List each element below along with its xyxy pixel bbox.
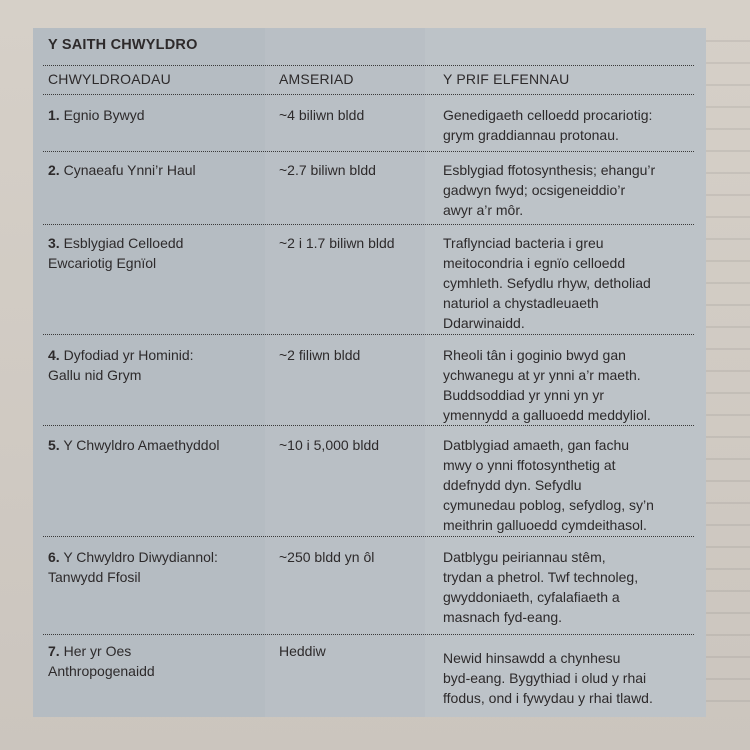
- revolution-name: 4. Dyfodiad yr Hominid: Gallu nid Grym: [48, 347, 194, 383]
- revolution-time: Heddiw: [279, 643, 326, 659]
- title-divider: [43, 65, 694, 66]
- revolution-time: ~2.7 biliwn bldd: [279, 162, 376, 178]
- row-divider: [43, 224, 694, 225]
- table-title: Y SAITH CHWYLDRO: [48, 37, 198, 53]
- revolution-time: ~2 filiwn bldd: [279, 347, 361, 363]
- revolution-name: 1. Egnio Bywyd: [48, 107, 145, 123]
- header-divider: [43, 94, 694, 95]
- revolution-description: Traflynciad bacteria i greu meitocondria i egnïo celloedd cymhleth. Sefydlu rhyw, detholiad naturiol a chystadleuaeth Ddarwinaidd.: [443, 235, 651, 331]
- revolution-name: 5. Y Chwyldro Amaethyddol: [48, 437, 220, 453]
- header-elements: Y PRIF ELFENNAU: [443, 71, 570, 87]
- revolution-name: 6. Y Chwyldro Diwydiannol: Tanwydd Ffosil: [48, 549, 218, 585]
- revolution-time: ~4 biliwn bldd: [279, 107, 365, 123]
- row-divider: [43, 425, 694, 426]
- row-divider: [43, 634, 694, 635]
- revolution-description: Rheoli tân i goginio bwyd gan ychwanegu at yr ynni a’r maeth. Buddsoddiad yr ynni yn yr ymennydd a galluoedd meddyliol.: [443, 347, 651, 423]
- header-time: AMSERIAD: [279, 71, 354, 87]
- middle-column-band: [265, 28, 425, 717]
- bleed-through-text: [700, 40, 750, 720]
- revolution-description: Esblygiad ffotosynthesis; ehangu’r gadwyn fwyd; ocsigeneiddio’r awyr a’r môr.: [443, 162, 656, 218]
- revolution-name: 7. Her yr Oes Anthropogenaidd: [48, 643, 155, 679]
- row-divider: [43, 536, 694, 537]
- row-divider: [43, 151, 694, 152]
- revolution-description: Datblygiad amaeth, gan fachu mwy o ynni ffotosynthetig at ddefnydd dyn. Sefydlu cymunedau poblog, sefydlog, sy’n meithrin galluoedd cymdeithasol.: [443, 437, 654, 533]
- revolution-description: Datblygu peiriannau stêm, trydan a phetrol. Twf technoleg, gwyddoniaeth, cyfalafiaeth a masnach fyd-eang.: [443, 549, 639, 625]
- revolution-name: 3. Esblygiad Celloedd Ewcariotig Egnïol: [48, 235, 184, 271]
- revolution-description: Genedigaeth celloedd procariotig: grym graddiannau protonau.: [443, 107, 653, 143]
- revolutions-table-box: [33, 28, 706, 717]
- revolution-description: Newid hinsawdd a chynhesu byd-eang. Bygythiad i olud y rhai ffodus, ond i fywydau y rhai tlawd.: [443, 650, 653, 706]
- revolution-time: ~2 i 1.7 biliwn bldd: [279, 235, 395, 251]
- header-revolutions: CHWYLDROADAU: [48, 71, 171, 87]
- revolution-time: ~10 i 5,000 bldd: [279, 437, 380, 453]
- row-divider: [43, 334, 694, 335]
- revolution-time: ~250 bldd yn ôl: [279, 549, 375, 565]
- revolution-name: 2. Cynaeafu Ynni’r Haul: [48, 162, 196, 178]
